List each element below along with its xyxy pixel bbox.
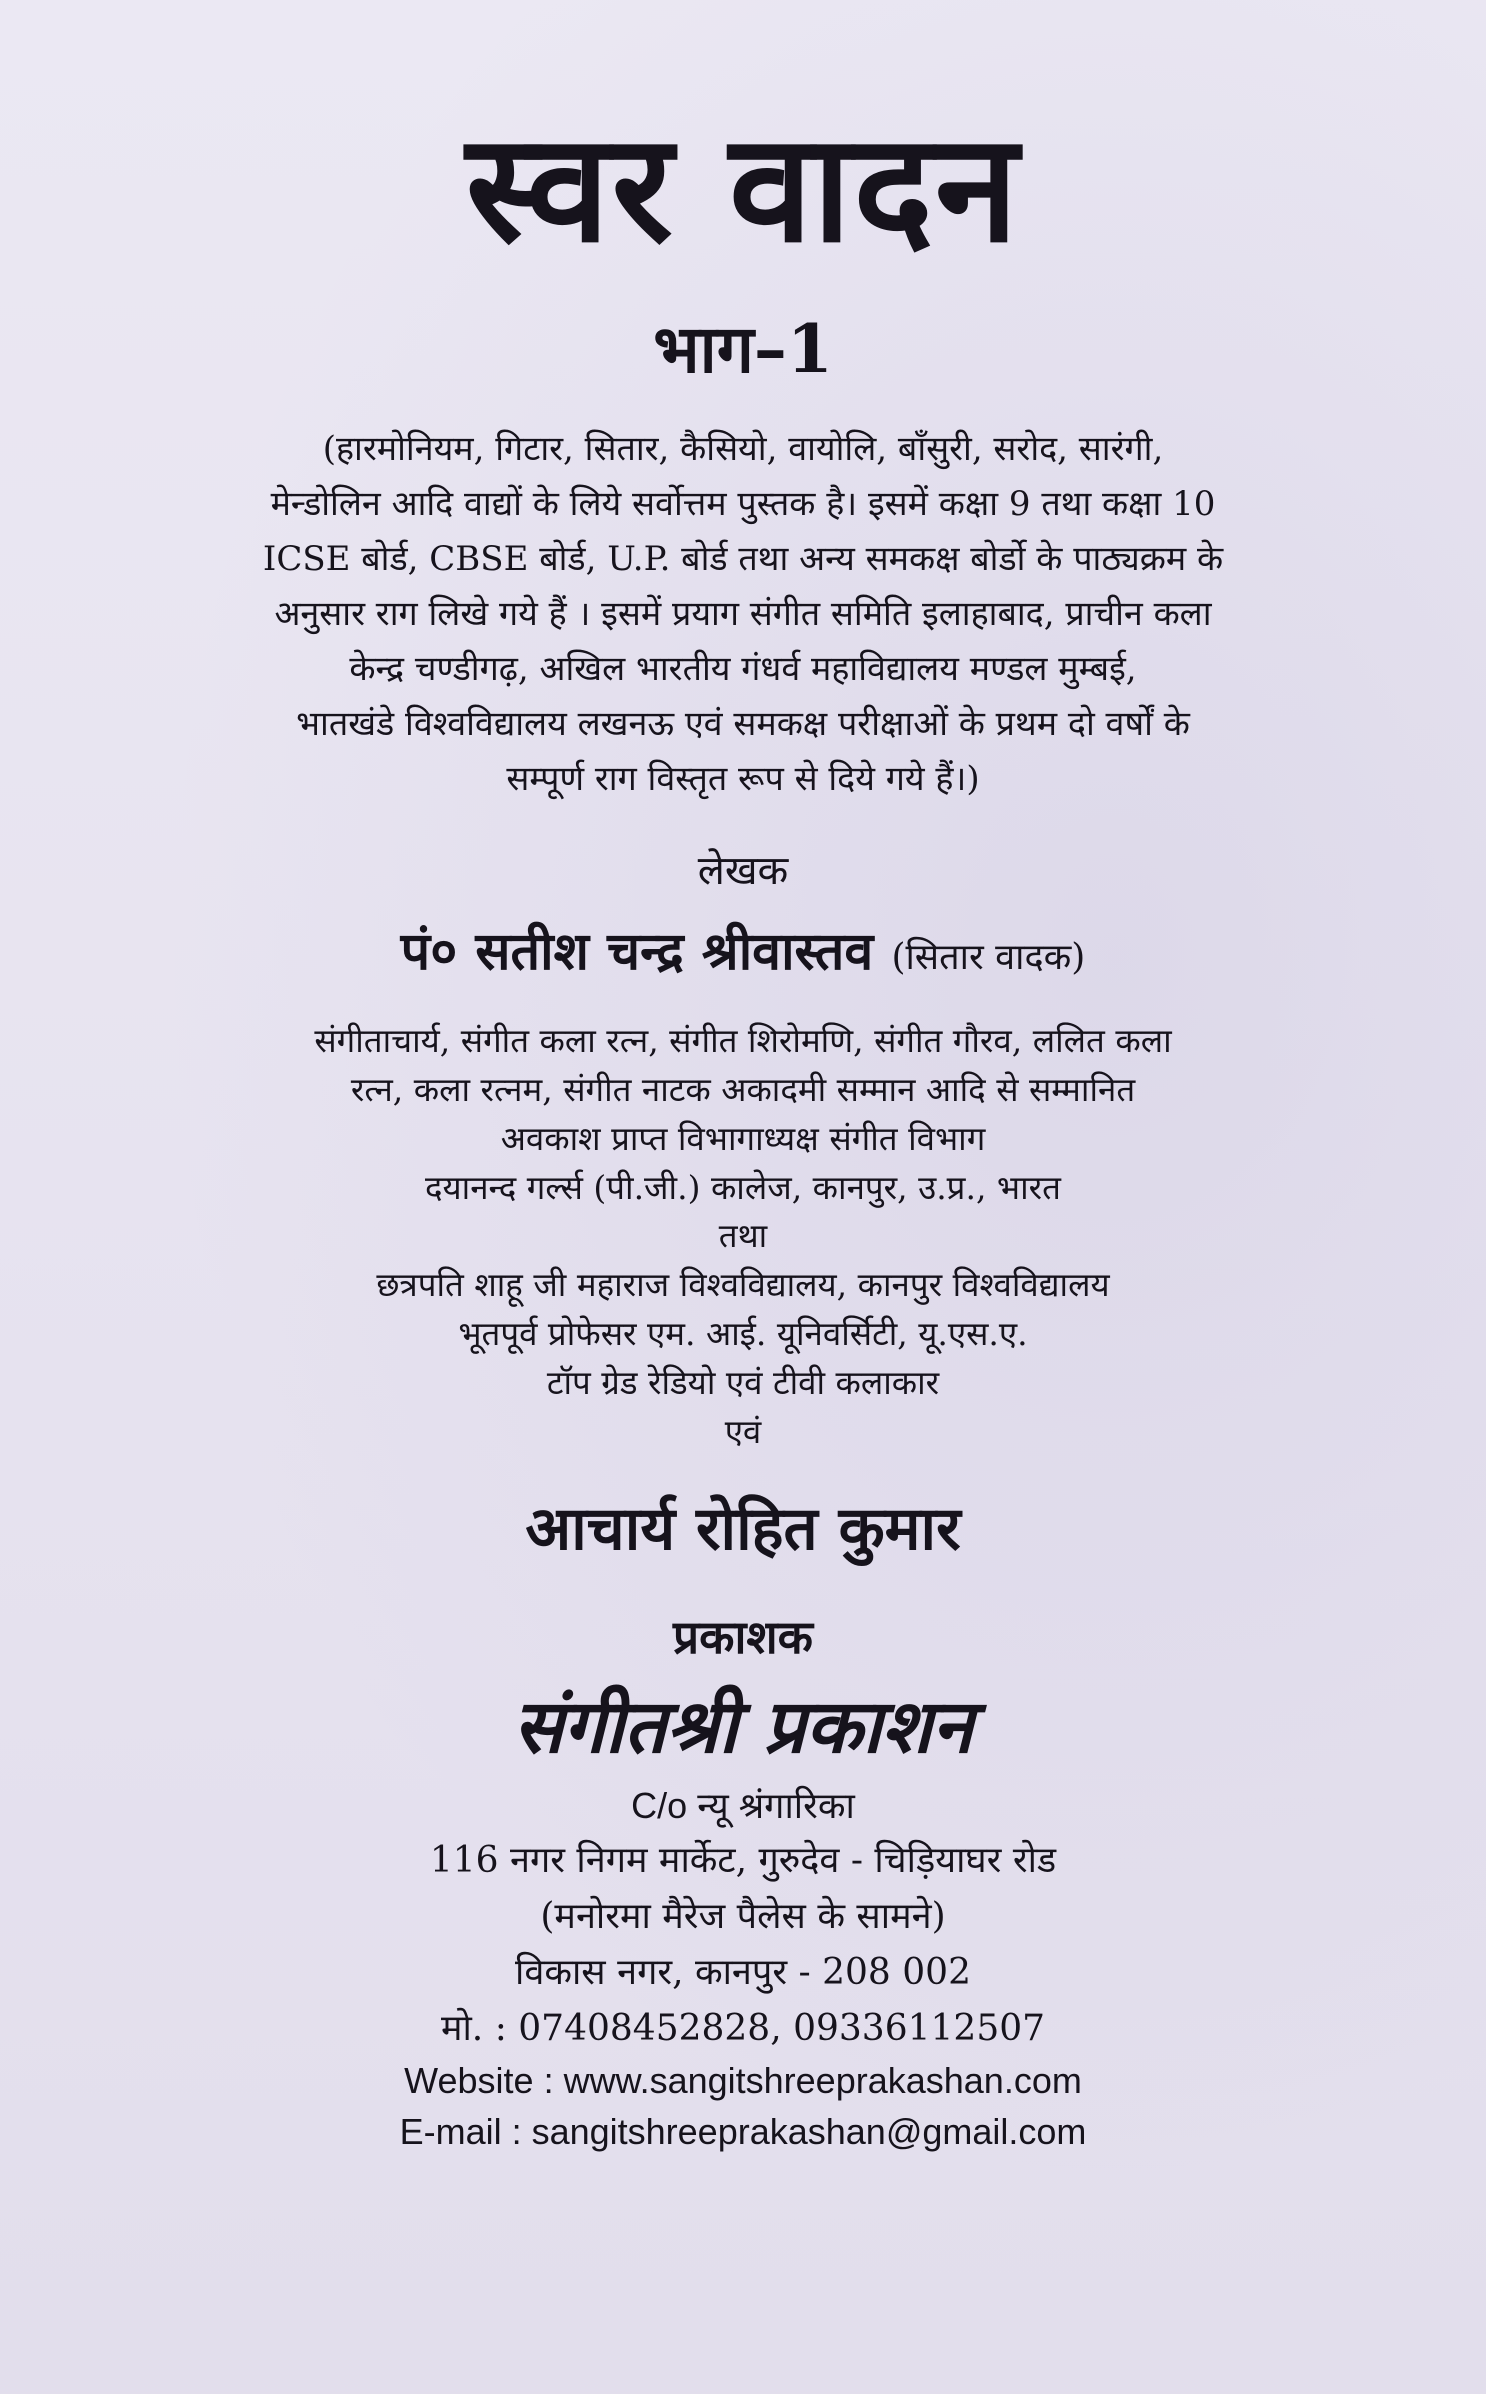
author-note: (सितार वादक) [891, 937, 1086, 979]
phone-line: मो. : 07408452828, 09336112507 [440, 2007, 1046, 2049]
credential-line: छत्रपति शाहू जी महाराज विश्वविद्यालय, कानपुर विश्वविद्यालय [376, 1265, 1110, 1305]
book-description [60, 422, 1426, 808]
credential-line: टॉप ग्रेड रेडियो एवं टीवी कलाकार [546, 1362, 940, 1402]
credential-line: संगीताचार्य, संगीत कला रत्न, संगीत शिरोमणि, संगीत गौरव, ललित कला [314, 1021, 1172, 1061]
coauthor-name: आचार्य रोहित कुमार [525, 1493, 961, 1564]
address-line: 116 नगर निगम मार्केट, गुरुदेव - चिड़ियाघर रोड [429, 1840, 1057, 1882]
publisher-address [60, 1778, 1426, 2057]
website: Website : www.sangitshreeprakashan.com [404, 2060, 1082, 2102]
address-line: (मनोरमा मैरेज पैलेस के सामने) [540, 1896, 946, 1938]
description-line: (हारमोनियम, गिटार, सितार, कैसियो, वायोलि, बाँसुरी, सरोद, सारंगी, [322, 428, 1164, 469]
description-line: ICSE बोर्ड, CBSE बोर्ड, U.P. बोर्ड तथा अन्य समकक्ष बोर्डो के पाठ्यक्रम के [262, 538, 1224, 579]
contact-web [60, 2056, 1426, 2157]
description-line: केन्द्र चण्डीगढ़, अखिल भारतीय गंधर्व महाविद्यालय मण्डल मुम्बई, [349, 648, 1137, 689]
address-line: विकास नगर, कानपुर - 208 002 [515, 1951, 971, 1993]
author-credentials [60, 1017, 1426, 1456]
description-line: भातखंडे विश्वविद्यालय लखनऊ एवं समकक्ष परीक्षाओं के प्रथम दो वर्षों के [296, 703, 1190, 744]
description-line: अनुसार राग लिखे गये हैं । इसमें प्रयाग संगीत समिति इलाहाबाद, प्राचीन कला [274, 593, 1212, 634]
credential-line: दयानन्द गर्ल्स (पी.जी.) कालेज, कानपुर, उ.प्र., भारत [425, 1167, 1061, 1207]
credential-line: भूतपूर्व प्रोफेसर एम. आई. यूनिवर्सिटी, यू.एस.ए. [458, 1314, 1028, 1354]
publisher-label: प्रकाशक [672, 1609, 814, 1664]
email: E-mail : sangitshreeprakashan@gmail.com [399, 2110, 1087, 2152]
credential-line: तथा [718, 1216, 768, 1256]
author [60, 914, 1426, 985]
publisher-co: C/o न्यू श्रंगारिका [631, 1784, 855, 1826]
author-name: पं० सतीश चन्द्र श्रीवास्तव [400, 921, 874, 983]
author-label: लेखक [697, 848, 789, 895]
credential-line: रत्न, कला रत्नम, संगीत नाटक अकादमी सम्मान आदि से सम्मानित [350, 1069, 1136, 1109]
book-title: स्वर वादन [465, 100, 1021, 276]
credential-line: एवं [724, 1411, 762, 1451]
description-line: मेन्डोलिन आदि वाद्यों के लिये सर्वोत्तम पुस्तक है। इसमें कक्षा 9 तथा कक्षा 10 [270, 483, 1216, 524]
publisher-name: संगीतश्री प्रकाशन [513, 1683, 973, 1770]
description-line: सम्पूर्ण राग विस्तृत रूप से दिये गये हैं।) [506, 758, 980, 799]
book-part: भाग–1 [653, 309, 833, 388]
credential-line: अवकाश प्राप्त विभागाध्यक्ष संगीत विभाग [500, 1118, 986, 1158]
